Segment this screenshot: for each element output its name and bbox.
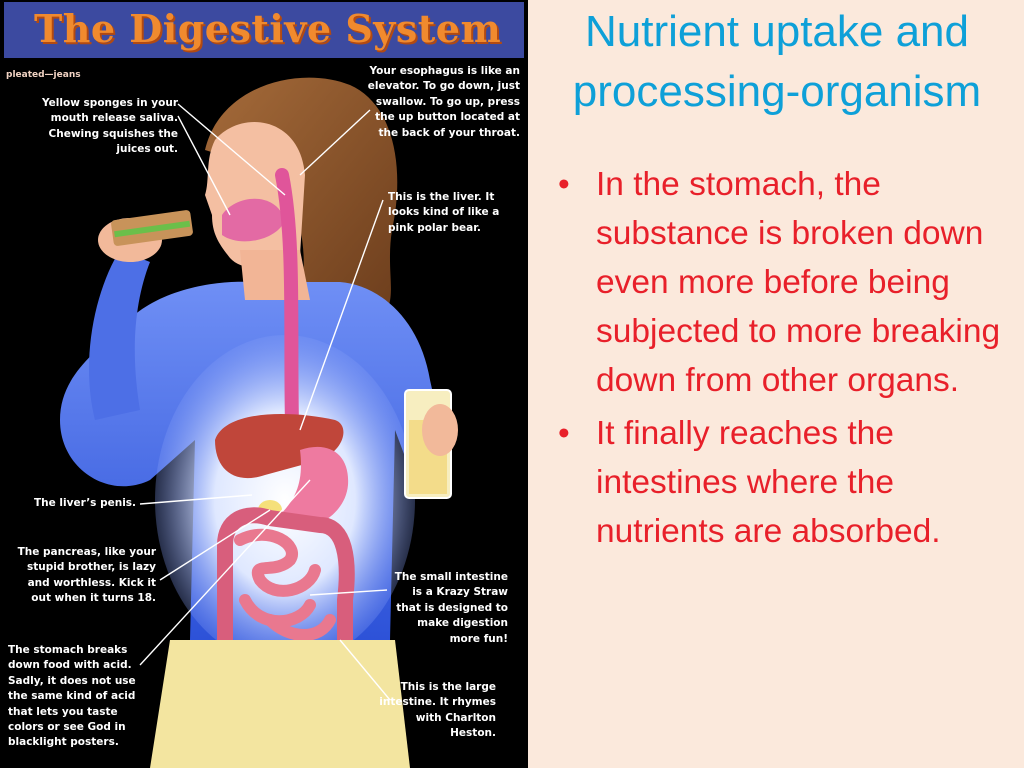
bullet-text: It finally reaches the intestines where the nutrients are absorbed. bbox=[596, 415, 941, 550]
poster-title: The Digestive System bbox=[34, 6, 502, 51]
holding-hand bbox=[422, 404, 458, 456]
annotation-large-intestine: This is the large intestine. It rhymes with Charlton Heston. bbox=[379, 681, 496, 740]
annotation-stomach: The stomach breaks down food with acid. Sadly, it does not use the same kind of acid that lets you taste colors or see God in blacklight posters. bbox=[8, 644, 136, 749]
bullet-dot-icon: • bbox=[558, 415, 570, 452]
poster-logo: pleated—jeans bbox=[6, 70, 81, 80]
annotation-pancreas: The pancreas, like your stupid brother, is lazy and worthless. Kick it out when it turns 18. bbox=[17, 546, 156, 605]
bullet-dot-icon: • bbox=[558, 166, 570, 203]
bullet-text: In the stomach, the substance is broken down even more before being subjected to more breaking down from other organs. bbox=[596, 166, 1001, 399]
bullet-item bbox=[556, 409, 1016, 556]
annotation-esophagus: Your esophagus is like an elevator. To go down, just swallow. To go up, press the up button located at the back of your throat. bbox=[367, 65, 520, 139]
bullet-list bbox=[556, 160, 1016, 560]
slide-title: Nutrient uptake and processing-organism bbox=[572, 7, 982, 116]
annotation-liver: This is the liver. It looks kind of like a pink polar bear. bbox=[388, 191, 500, 234]
annotation-small-intestine: The small intestine is a Krazy Straw that is designed to make digestion more fun! bbox=[394, 571, 508, 645]
annotation-liver-penis: The liver’s penis. bbox=[34, 497, 137, 509]
bullet-item bbox=[556, 160, 1016, 405]
neck bbox=[240, 250, 310, 300]
annotation-saliva: Yellow sponges in your mouth release saliva. Chewing squishes the juices out. bbox=[42, 97, 178, 156]
